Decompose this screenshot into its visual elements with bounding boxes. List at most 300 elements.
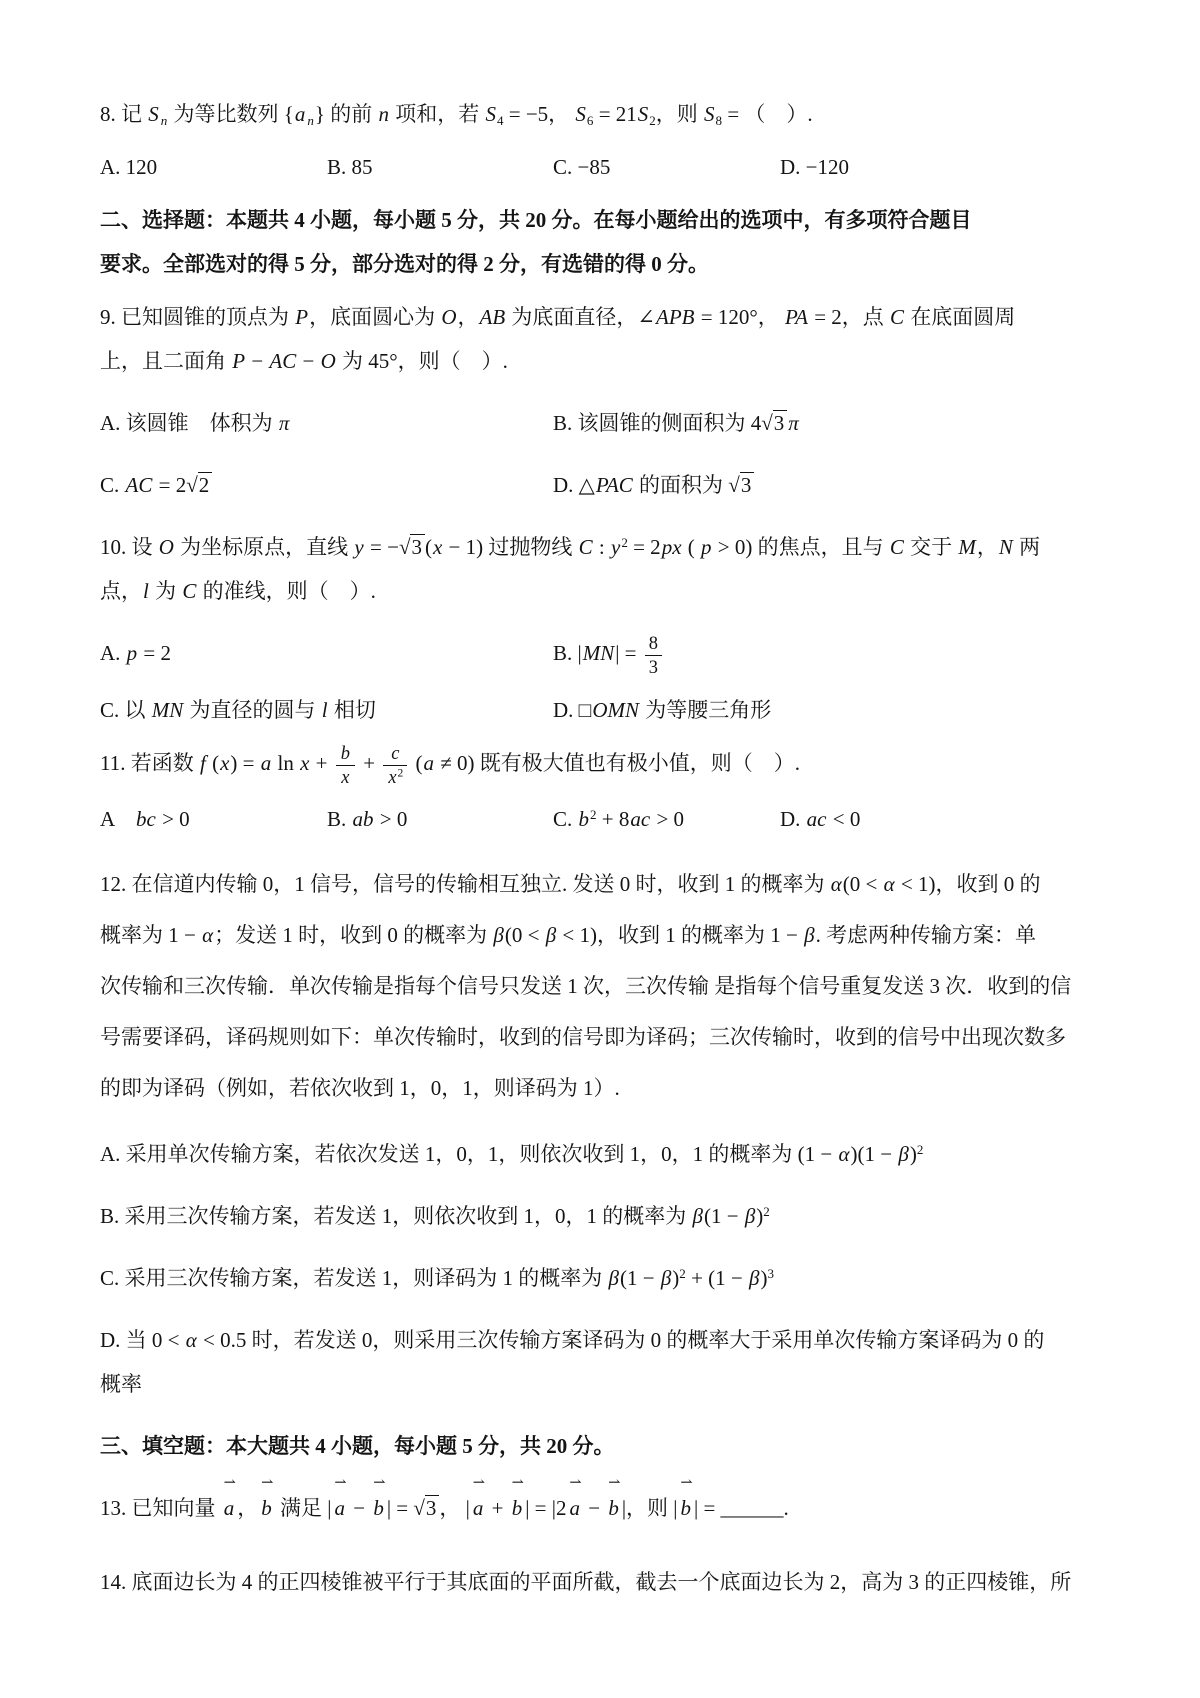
question-12-stem xyxy=(100,859,1100,1114)
math-variable: a xyxy=(334,1496,345,1521)
math-variable: PAC xyxy=(595,473,633,497)
text-run: < 0 xyxy=(827,807,861,832)
question-13-stem xyxy=(100,1474,1100,1530)
math-variable: ac xyxy=(630,807,651,832)
math-variable: C xyxy=(889,535,904,559)
math-subscript: 4 xyxy=(496,113,504,129)
math-radical xyxy=(761,410,787,435)
question-11-options-item xyxy=(553,797,780,841)
text-run: 14. 底面边长为 4 的正四棱锥被平行于其底面的平面所截，截去一个底面边长为 2，高为 3 的正四棱锥，所 xyxy=(100,1570,1072,1595)
text-run: 为 xyxy=(149,579,182,603)
math-variable: x xyxy=(341,766,350,787)
math-vector xyxy=(509,1474,526,1530)
math-variable: β xyxy=(749,1266,760,1291)
math-variable: b xyxy=(680,1496,691,1521)
radical-sign-icon: √ xyxy=(761,411,773,435)
math-variable: PA xyxy=(785,305,808,329)
text-run: < 0.5 时，若发送 0，则采用三次传输方案译码为 0 的概率大于采用单次传输方案译码为 0 的 xyxy=(197,1328,1045,1353)
question-11-options-item xyxy=(327,797,553,841)
math-variable: a xyxy=(223,1496,235,1521)
math-variable: C xyxy=(578,535,593,559)
text-run: 13. 已知向量 xyxy=(100,1496,221,1521)
radicand: 3 xyxy=(740,472,755,497)
text-run: B. xyxy=(327,807,352,832)
math-variable: f xyxy=(199,750,206,775)
math-variable: b xyxy=(261,1496,272,1521)
math-variable: b xyxy=(373,1496,384,1521)
math-vector xyxy=(258,1474,275,1530)
question-12-stem-line xyxy=(100,961,1100,1012)
math-variable: x xyxy=(300,750,310,775)
math-variable: y xyxy=(354,535,364,559)
text-run: = − xyxy=(364,535,399,559)
text-run: < 1)，收到 0 的 xyxy=(895,872,1041,897)
math-variable: M xyxy=(958,535,976,559)
question-12-option-b xyxy=(100,1194,1100,1238)
text-run: 的前 xyxy=(324,102,378,126)
math-fraction xyxy=(645,633,662,679)
math-variable: a xyxy=(472,1496,484,1521)
math-vector xyxy=(221,1474,238,1530)
text-run: ) xyxy=(909,1142,917,1167)
math-variable: β xyxy=(493,923,504,948)
text-run: 的即为译码（例如，若依次收到 1，0，1，则译码为 1）. xyxy=(100,1076,620,1101)
math-variable: C xyxy=(182,579,197,603)
math-variable: x xyxy=(220,750,230,775)
text-run: : xyxy=(593,535,610,559)
math-variable: b xyxy=(340,742,350,763)
vector-arrow-icon: ⇀ xyxy=(223,1474,236,1491)
math-variable: O xyxy=(441,305,457,329)
text-run: A. xyxy=(100,641,126,665)
question-10-options-ab-item xyxy=(553,631,1100,679)
text-run: (1 − xyxy=(619,1266,660,1291)
text-run: ) xyxy=(672,1266,680,1291)
math-variable: β xyxy=(804,923,815,948)
text-run: − xyxy=(297,349,320,373)
text-run: ) = xyxy=(230,750,260,775)
text-run: D. □ xyxy=(553,697,592,722)
text-run: 两 xyxy=(1013,535,1041,559)
text-run: | = |2 xyxy=(525,1496,567,1521)
text-run: = 120°， xyxy=(695,305,784,329)
text-run: ( xyxy=(410,750,423,775)
section-multi-choice-header xyxy=(100,198,1100,286)
text-run: (1 − xyxy=(703,1204,744,1229)
text-run: > 0 xyxy=(156,807,190,832)
text-run: | = ______. xyxy=(694,1496,789,1521)
text-run: D. △ xyxy=(553,473,595,497)
math-subscript: n xyxy=(160,113,168,129)
text-run: 8 xyxy=(648,633,659,654)
radical-sign-icon: √ xyxy=(728,473,740,497)
math-variable: O xyxy=(320,349,336,373)
text-run: { xyxy=(283,102,294,126)
question-10-options-cd-item xyxy=(553,688,1100,732)
math-vector xyxy=(370,1474,387,1530)
text-run: 10. 设 xyxy=(100,535,158,559)
math-variable: p xyxy=(701,535,712,559)
section-fill-blank-header-line xyxy=(100,1424,1100,1468)
question-11-options-item xyxy=(780,797,1100,841)
text-run: A. 该圆锥 体积为 xyxy=(100,411,278,435)
math-subscript: 6 xyxy=(586,113,594,129)
question-9-stem xyxy=(100,295,1100,383)
text-run: 为底面直径，∠ xyxy=(506,305,656,329)
text-run: 11. 若函数 xyxy=(100,750,199,775)
math-radical xyxy=(728,472,754,497)
math-variable: px xyxy=(661,535,682,559)
question-9-stem-line xyxy=(100,295,1100,339)
math-variable: n xyxy=(378,102,389,126)
math-variable: a xyxy=(260,750,272,775)
math-variable: ac xyxy=(806,807,827,832)
vector-arrow-icon: ⇀ xyxy=(334,1474,347,1491)
section-multi-choice-header-line xyxy=(100,242,1100,286)
math-variable: π xyxy=(788,411,799,435)
math-subscript: 8 xyxy=(715,113,723,129)
text-run: ， xyxy=(976,535,998,559)
text-run: | = xyxy=(386,1496,414,1521)
math-variable: S xyxy=(704,102,715,126)
math-subscript: 2 xyxy=(649,113,656,129)
question-8-options-item xyxy=(553,145,780,189)
math-variable: MN xyxy=(582,641,615,665)
text-run: − 1) 过抛物线 xyxy=(443,535,578,559)
math-variable: β xyxy=(608,1266,619,1291)
question-12-stem-line xyxy=(100,1012,1100,1063)
question-9-options-ab-item xyxy=(100,401,553,445)
math-fraction xyxy=(336,743,355,789)
text-run: B. | xyxy=(553,641,582,665)
question-11-options xyxy=(100,797,1100,841)
text-run: ， xyxy=(237,1496,259,1521)
text-run: 为直径的圆与 xyxy=(184,697,321,722)
question-12-stem-line xyxy=(100,859,1100,910)
text-run: + 8 xyxy=(596,807,630,832)
math-variable: b xyxy=(578,807,590,832)
math-variable: β xyxy=(545,923,557,948)
question-12-option-a xyxy=(100,1132,1100,1176)
text-run: − xyxy=(246,349,269,373)
math-variable: a xyxy=(294,102,306,126)
math-variable: α xyxy=(185,1328,197,1353)
math-variable: a xyxy=(569,1496,580,1521)
math-variable: a xyxy=(423,750,435,775)
text-run: B. 该圆锥的侧面积为 4 xyxy=(553,411,762,435)
text-run: ) xyxy=(756,1204,764,1229)
math-variable: b xyxy=(608,1496,619,1521)
text-run: + xyxy=(310,750,333,775)
question-10-stem-line xyxy=(100,525,1100,569)
question-12-option-a-line xyxy=(100,1132,1100,1176)
text-run: (0 < xyxy=(504,923,545,948)
question-8-options-item xyxy=(780,145,1100,189)
math-variable: P xyxy=(295,305,309,329)
math-variable: N xyxy=(998,535,1013,559)
math-superscript: 2 xyxy=(590,806,597,822)
math-variable: P xyxy=(232,349,246,373)
text-run: ， | xyxy=(439,1496,470,1521)
text-run: > 0) 的焦点，且与 xyxy=(712,535,889,559)
text-run: 交于 xyxy=(904,535,958,559)
question-12-option-d-line xyxy=(100,1362,1100,1406)
question-8-stem xyxy=(100,92,1100,136)
text-run: 为等腰三角形 xyxy=(640,697,772,722)
question-8-options-item xyxy=(327,145,553,189)
text-run: ，则 xyxy=(655,102,704,126)
text-run: 12. 在信道内传输 0，1 信号，信号的传输相互独立. 发送 0 时，收到 1 的概率为 xyxy=(100,872,830,897)
math-vector xyxy=(331,1474,348,1530)
math-superscript: 2 xyxy=(916,1141,924,1157)
text-run: D. xyxy=(780,807,806,832)
math-variable: l xyxy=(321,697,328,722)
question-10-options-cd-item xyxy=(100,688,553,732)
text-run: 次传输和三次传输．单次传输是指每个信号只发送 1 次，三次传输 是指每个信号重复发送 3 次．收到的信 xyxy=(100,974,1072,999)
radicand: 2 xyxy=(198,472,213,497)
math-variable: S xyxy=(148,102,159,126)
question-9-options-ab xyxy=(100,401,1100,445)
text-run: 为等比数列 xyxy=(168,102,284,126)
math-variable: bc xyxy=(136,807,156,832)
text-run: | = xyxy=(615,641,642,665)
math-variable: β xyxy=(898,1142,909,1167)
math-variable: S xyxy=(575,102,586,126)
text-run: + (1 − xyxy=(685,1266,748,1291)
text-run: 要求。全部选对的得 5 分，部分选对的得 2 分，有选错的得 0 分。 xyxy=(100,252,709,276)
text-run: 项和，若 xyxy=(389,102,485,126)
math-variable: α xyxy=(202,923,214,948)
question-12-stem-line xyxy=(100,910,1100,961)
question-9-stem-line xyxy=(100,339,1100,383)
vector-arrow-icon: ⇀ xyxy=(472,1474,486,1491)
question-14-stem-line xyxy=(100,1560,1100,1604)
text-run: B. 85 xyxy=(327,155,373,179)
math-superscript: 2 xyxy=(679,1265,686,1281)
math-superscript: 2 xyxy=(397,767,404,780)
math-variable: β xyxy=(660,1266,672,1291)
math-variable: p xyxy=(126,641,138,665)
math-variable: β xyxy=(692,1204,703,1229)
text-run: C. xyxy=(553,807,578,832)
text-run: = （ ）. xyxy=(722,102,813,126)
math-radical xyxy=(413,1495,439,1520)
question-10-options-ab-item xyxy=(100,631,553,679)
text-run: A. 采用单次传输方案，若依次发送 1，0，1，则依次收到 1，0，1 的概率为 (1 − xyxy=(100,1142,838,1167)
radicand: 3 xyxy=(425,1495,440,1520)
math-radical xyxy=(399,534,425,559)
text-run: 满足 | xyxy=(274,1496,332,1521)
text-run: − xyxy=(347,1496,371,1521)
text-run: . 考虑两种传输方案：单 xyxy=(815,923,1037,948)
math-superscript: 2 xyxy=(763,1203,770,1219)
question-10-options-cd xyxy=(100,688,1100,732)
math-variable: MN xyxy=(151,697,184,722)
section-multi-choice-header-line xyxy=(100,198,1100,242)
question-12-option-d xyxy=(100,1318,1100,1406)
section-fill-blank-header xyxy=(100,1424,1100,1468)
text-run: > 0 xyxy=(651,807,685,832)
math-variable: S xyxy=(637,102,649,126)
text-run: 相切 xyxy=(328,697,376,722)
fraction-numerator xyxy=(336,743,355,766)
math-vector xyxy=(605,1474,622,1530)
text-run: = 2 xyxy=(138,641,172,665)
text-run: = 2，点 xyxy=(808,305,890,329)
text-run: 在底面圆周 xyxy=(905,305,1016,329)
math-superscript: 3 xyxy=(767,1265,774,1281)
text-run: ，底面圆心为 xyxy=(309,305,441,329)
text-run: + xyxy=(486,1496,509,1521)
math-superscript: 2 xyxy=(621,534,628,550)
math-vector xyxy=(470,1474,487,1530)
question-10-stem-line xyxy=(100,569,1100,613)
question-9-options-cd xyxy=(100,463,1100,507)
question-8-options xyxy=(100,145,1100,189)
question-8-stem-line xyxy=(100,92,1100,136)
question-10-stem xyxy=(100,525,1100,613)
question-10-options-ab xyxy=(100,631,1100,679)
math-variable: x xyxy=(388,766,397,787)
vector-arrow-icon: ⇀ xyxy=(511,1474,524,1491)
radicand: 3 xyxy=(773,410,788,435)
text-run: 8. 记 xyxy=(100,102,148,126)
question-12-option-c xyxy=(100,1256,1100,1300)
math-variable: l xyxy=(143,579,149,603)
math-variable: α xyxy=(838,1142,850,1167)
text-run: C. 采用三次传输方案，若发送 1，则译码为 1 的概率为 xyxy=(100,1266,608,1291)
vector-arrow-icon: ⇀ xyxy=(261,1474,274,1491)
text-run: 号需要译码，译码规则如下：单次传输时，收到的信号即为译码；三次传输时，收到的信号中出现次数多 xyxy=(100,1025,1066,1050)
vector-arrow-icon: ⇀ xyxy=(569,1474,582,1491)
text-run: A xyxy=(100,807,136,832)
vector-arrow-icon: ⇀ xyxy=(373,1474,386,1491)
math-variable: C xyxy=(890,305,905,329)
text-run: )(1 − xyxy=(850,1142,898,1167)
text-run: = 2 xyxy=(153,473,187,497)
question-12-option-b-line xyxy=(100,1194,1100,1238)
text-run: B. 采用三次传输方案，若发送 1，则依次收到 1，0，1 的概率为 xyxy=(100,1204,692,1229)
radicand: 3 xyxy=(410,534,425,559)
fraction-denominator xyxy=(383,766,407,788)
text-run: 上，且二面角 xyxy=(100,349,232,373)
text-run: = 21 xyxy=(593,102,637,126)
text-run: 概率 xyxy=(100,1372,142,1397)
math-vector xyxy=(566,1474,583,1530)
math-variable: AB xyxy=(479,305,506,329)
question-8-options-item xyxy=(100,145,327,189)
fraction-numerator xyxy=(383,743,407,766)
math-subscript: n xyxy=(307,113,314,129)
text-run: > 0 xyxy=(374,807,408,832)
text-run: 的准线，则（ ）. xyxy=(197,579,376,603)
document-content xyxy=(100,92,1100,1604)
fraction-denominator xyxy=(645,656,662,678)
math-variable: AC xyxy=(125,473,153,497)
text-run: = 2 xyxy=(627,535,661,559)
text-run: (0 < xyxy=(842,872,883,897)
text-run: 为坐标原点，直线 xyxy=(174,535,354,559)
text-run: ( xyxy=(206,750,220,775)
text-run: A. 120 xyxy=(100,155,158,179)
radical-sign-icon: √ xyxy=(186,473,198,497)
question-9-options-cd-item xyxy=(553,463,1100,507)
math-variable: β xyxy=(744,1204,756,1229)
text-run: C. xyxy=(100,473,125,497)
math-variable: π xyxy=(278,411,290,435)
text-run: 三、填空题：本大题共 4 小题，每小题 5 分，共 20 分。 xyxy=(100,1434,615,1459)
radical-sign-icon: √ xyxy=(413,1496,425,1521)
radical-sign-icon: √ xyxy=(398,535,411,559)
text-run: ( xyxy=(424,535,432,559)
question-12-option-c-line xyxy=(100,1256,1100,1300)
text-run: |，则 | xyxy=(621,1496,678,1521)
text-run: D. −120 xyxy=(780,155,850,179)
text-run: 的面积为 xyxy=(633,473,729,497)
text-run: 概率为 1 − xyxy=(100,923,202,948)
vector-arrow-icon: ⇀ xyxy=(680,1474,693,1491)
text-run: 二、选择题：本题共 4 小题，每小题 5 分，共 20 分。在每小题给出的选项中，有多项符合题目 xyxy=(100,208,972,232)
math-variable: APB xyxy=(656,305,695,329)
vector-arrow-icon: ⇀ xyxy=(608,1474,621,1491)
question-14-stem xyxy=(100,1560,1100,1604)
math-fraction xyxy=(383,743,407,789)
math-variable: ab xyxy=(352,807,374,832)
math-variable: OMN xyxy=(592,697,640,722)
text-run: } xyxy=(314,102,325,126)
text-run: ln xyxy=(272,750,300,775)
math-variable: AC xyxy=(269,349,297,373)
question-12-stem-line xyxy=(100,1063,1100,1114)
text-run: ( xyxy=(682,535,701,559)
math-variable: c xyxy=(391,742,400,763)
math-variable: y xyxy=(611,535,621,559)
text-run: C. 以 xyxy=(100,697,151,722)
text-run: ， xyxy=(457,305,479,329)
text-run: ≠ 0) 既有极大值也有极小值，则（ ）. xyxy=(435,750,801,775)
text-run: D. 当 0 < xyxy=(100,1328,185,1353)
question-11-stem-line xyxy=(100,741,1100,789)
text-run: ) xyxy=(760,1266,768,1291)
math-variable: x xyxy=(432,535,443,559)
question-11-stem xyxy=(100,741,1100,789)
text-run: = −5， xyxy=(503,102,575,126)
math-radical xyxy=(186,472,212,497)
math-variable: b xyxy=(511,1496,523,1521)
text-run: − xyxy=(582,1496,606,1521)
text-run: < 1)，收到 1 的概率为 1 − xyxy=(557,923,804,948)
question-13-stem-line xyxy=(100,1474,1100,1530)
math-vector xyxy=(678,1474,695,1530)
math-variable: α xyxy=(830,872,842,897)
math-variable: S xyxy=(485,102,496,126)
question-9-options-ab-item xyxy=(553,401,1100,445)
question-11-options-item xyxy=(100,797,327,841)
text-run: ；发送 1 时，收到 0 的概率为 xyxy=(214,923,493,948)
question-12-option-d-line xyxy=(100,1318,1100,1362)
fraction-numerator xyxy=(645,633,662,656)
question-9-options-cd-item xyxy=(100,463,553,507)
text-run: 3 xyxy=(648,657,659,678)
math-variable: O xyxy=(158,535,174,559)
text-run: 为 45°，则（ ）. xyxy=(336,349,508,373)
math-variable: α xyxy=(883,872,895,897)
text-run: C. −85 xyxy=(553,155,611,179)
text-run: + xyxy=(358,750,381,775)
text-run: 9. 已知圆锥的顶点为 xyxy=(100,305,295,329)
text-run: 点， xyxy=(100,579,142,603)
fraction-denominator xyxy=(336,766,355,788)
